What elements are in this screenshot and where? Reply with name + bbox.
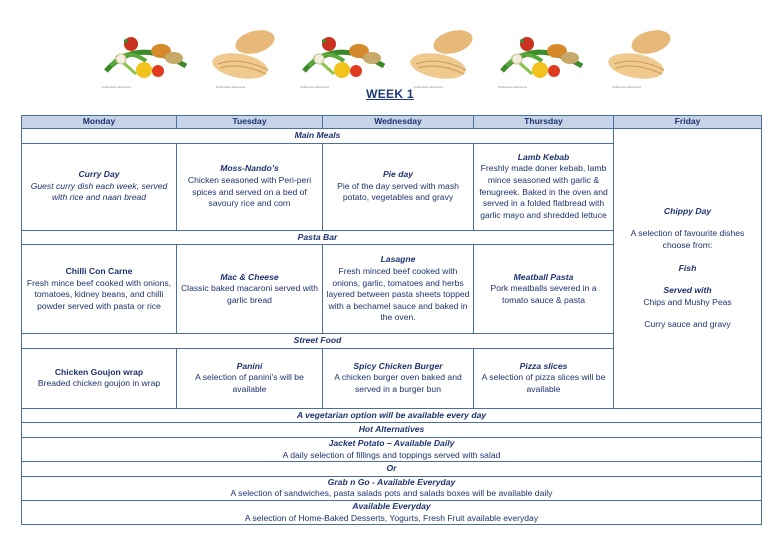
item-desc: Pork meatballs severed in a tomato sauce & pasta bbox=[490, 283, 597, 305]
item-desc: A chicken burger oven baked and served in a burger bun bbox=[334, 372, 462, 395]
item-desc: Guest curry dish each week, served with rice and naan bread bbox=[30, 180, 168, 203]
menu-item-wednesday-street bbox=[323, 348, 474, 408]
item-desc: Fresh minced beef cooked with onions, garlic, tomatoes and herbs layered between pasta sheets topped with a bechamel sauce and baked in the oven. bbox=[326, 266, 470, 323]
header-banner bbox=[96, 20, 676, 92]
column-header-tuesday: Tuesday bbox=[177, 116, 323, 129]
item-title: Curry Day bbox=[78, 169, 120, 180]
item-title: Lasagne bbox=[380, 254, 416, 265]
garlic-image bbox=[606, 26, 676, 89]
friday-intro: A selection of favourite dishes choose from: bbox=[630, 228, 745, 250]
image-credit: MyRecipes Webcams bbox=[414, 85, 443, 89]
menu-item-monday-main bbox=[22, 143, 177, 230]
vegetables-image bbox=[294, 26, 394, 89]
menu-item-wednesday-pasta bbox=[323, 245, 474, 334]
image-credit: MyRecipes Webcams bbox=[498, 85, 527, 89]
friday-extra: Curry sauce and gravy bbox=[644, 319, 731, 330]
garlic-image bbox=[408, 26, 478, 89]
item-title: Spicy Chicken Burger bbox=[353, 360, 443, 371]
menu-item-monday-street bbox=[22, 348, 177, 408]
friday-title: Chippy Day bbox=[663, 205, 712, 216]
grab-n-go-row bbox=[22, 476, 762, 500]
section-header-street-food: Street Food bbox=[22, 334, 614, 349]
friday-served bbox=[617, 285, 758, 308]
item-title: Pie day bbox=[382, 169, 414, 180]
jacket-potato-row bbox=[22, 437, 762, 461]
item-title: Chicken Goujon wrap bbox=[54, 366, 144, 377]
menu-item-wednesday-main bbox=[323, 143, 474, 230]
item-title: Lamb Kebab bbox=[517, 151, 570, 162]
column-header-thursday: Thursday bbox=[474, 116, 614, 129]
grab-desc: A selection of sandwiches, pasta salads pots and salads boxes will be available daily bbox=[230, 488, 553, 499]
page-title: WEEK 1 bbox=[366, 87, 414, 101]
friday-served-with: Served with bbox=[663, 285, 712, 296]
friday-cell bbox=[614, 129, 762, 409]
item-title: Panini bbox=[236, 360, 263, 371]
vegetables-image bbox=[96, 26, 196, 89]
menu-item-thursday-street bbox=[474, 348, 614, 408]
friday-sides: Chips and Mushy Peas bbox=[643, 296, 732, 307]
or-divider: Or bbox=[22, 462, 762, 477]
section-header-main-meals: Main Meals bbox=[22, 129, 614, 144]
image-credit: MyRecipes Webcams bbox=[300, 85, 329, 89]
item-title: Moss-Nando’s bbox=[220, 163, 279, 174]
item-title: Pizza slices bbox=[519, 360, 568, 371]
item-desc: A selection of panini’s will be available bbox=[195, 372, 304, 395]
item-desc: Freshly made doner kebab, lamb mince seasoned with garlic & fenugreek. Baked in the oven and served in a folded flatbread with garlic mayo and shredded lettuce bbox=[479, 163, 608, 220]
menu-item-tuesday-main bbox=[177, 143, 323, 230]
jacket-title: Jacket Potato – Available Daily bbox=[328, 437, 455, 448]
available-everyday-row bbox=[22, 500, 762, 524]
item-title: Mac & Cheese bbox=[220, 271, 279, 282]
friday-fish: Fish bbox=[678, 262, 697, 273]
item-title: Meatball Pasta bbox=[513, 271, 574, 282]
item-desc: A selection of pizza slices will be available bbox=[481, 372, 606, 395]
column-header-wednesday: Wednesday bbox=[323, 116, 474, 129]
vegetarian-note: A vegetarian option will be available every day bbox=[22, 408, 762, 423]
item-desc: Classic baked macaroni served with garlic bread bbox=[180, 283, 319, 305]
menu-item-tuesday-pasta bbox=[177, 245, 323, 334]
item-desc: Fresh mince beef cooked with onions, tomatoes, kidney beans, and chilli powder served with pasta or rice bbox=[26, 277, 172, 311]
hot-alternatives-header: Hot Alternatives bbox=[22, 423, 762, 438]
menu-item-thursday-pasta bbox=[474, 245, 614, 334]
menu-item-tuesday-street bbox=[177, 348, 323, 408]
item-desc: Breaded chicken goujon in wrap bbox=[37, 378, 161, 389]
menu-item-monday-pasta bbox=[22, 245, 177, 334]
menu-item-thursday-main bbox=[474, 143, 614, 230]
image-credit: MyRecipes Webcams bbox=[216, 85, 245, 89]
header-row bbox=[22, 116, 762, 129]
menu-table bbox=[21, 115, 762, 525]
image-credit: MyRecipes Webcams bbox=[102, 85, 131, 89]
column-header-monday: Monday bbox=[22, 116, 177, 129]
column-header-friday: Friday bbox=[614, 116, 762, 129]
everyday-title: Available Everyday bbox=[352, 500, 431, 511]
image-credit: MyRecipes Webcams bbox=[612, 85, 641, 89]
jacket-desc: A daily selection of fillings and toppings served with salad bbox=[282, 449, 501, 460]
item-desc: Chicken seasoned with Peri-peri spices and served on a bed of savoury rice and corn bbox=[187, 175, 312, 209]
item-title: Chilli Con Carne bbox=[65, 266, 133, 276]
grab-title: Grab n Go - Available Everyday bbox=[327, 476, 456, 487]
vegetables-image bbox=[492, 26, 592, 89]
everyday-desc: A selection of Home-Baked Desserts, Yogurts, Fresh Fruit available everyday bbox=[244, 512, 539, 523]
garlic-image bbox=[210, 26, 280, 89]
item-desc: Pie of the day served with mash potato, vegetables and gravy bbox=[337, 180, 459, 203]
section-header-pasta-bar: Pasta Bar bbox=[22, 230, 614, 245]
